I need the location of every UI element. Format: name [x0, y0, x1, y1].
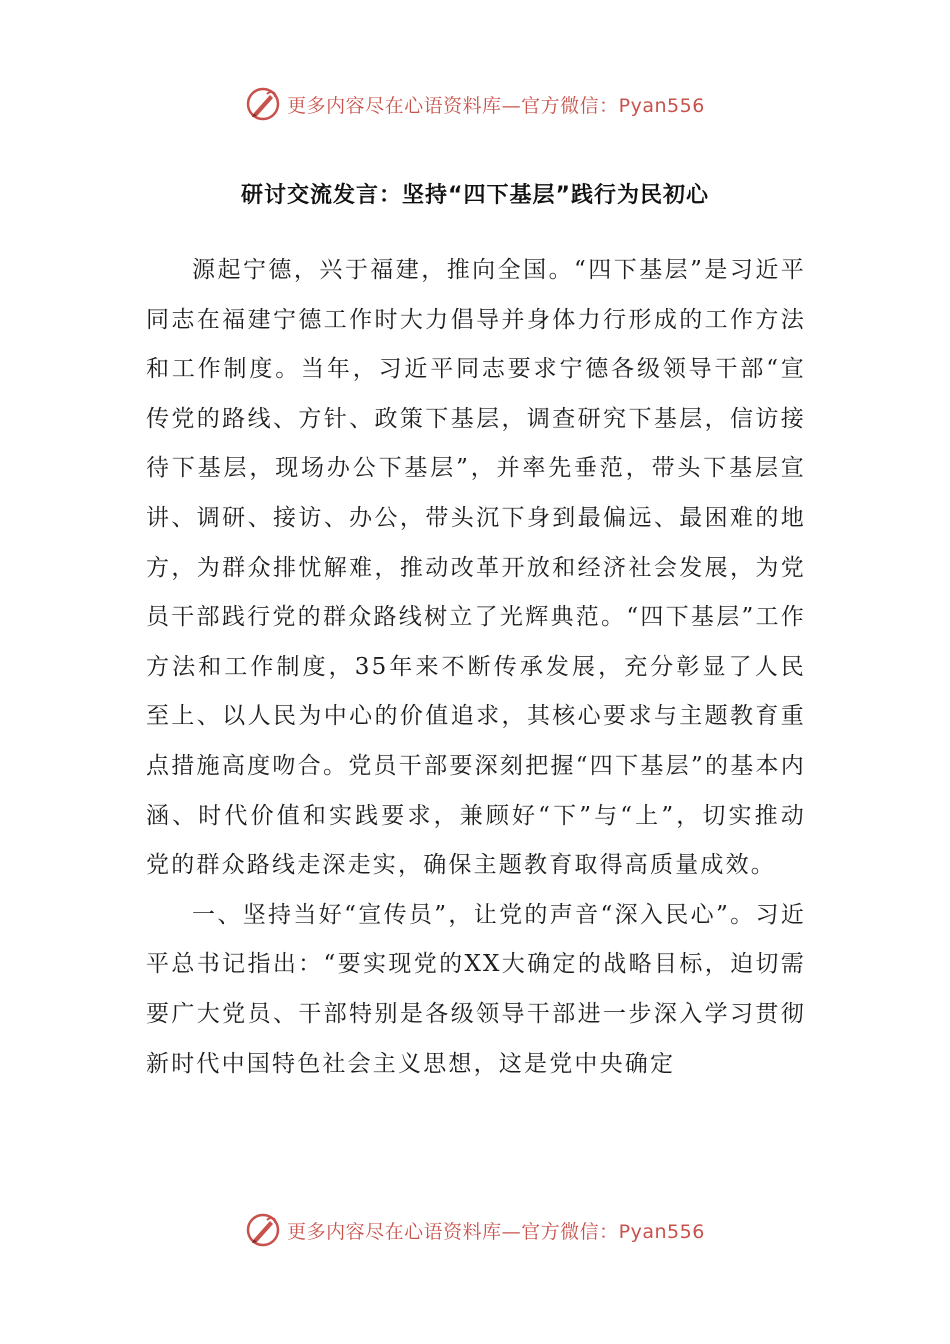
- pen-logo-icon: [245, 86, 281, 122]
- pen-logo-icon: [245, 1212, 281, 1248]
- wechat-id: Pyan556: [618, 94, 705, 117]
- wechat-id: Pyan556: [618, 1220, 705, 1243]
- watermark-text: 更多内容尽在心语资料库—官方微信：Pyan556: [287, 94, 705, 117]
- header-watermark-banner: [0, 84, 950, 124]
- paragraph-intro: 源起宁德，兴于福建，推向全国。“四下基层”是习近平同志在福建宁德工作时大力倡导并身体力行形成的工作方法和工作制度。当年，习近平同志要求宁德各级领导干部“宣传党的路线、方针、政策下基层，调查研究下基层，信访接待下基层，现场办公下基层”，并率先垂范，带头下基层宣讲、调研、接访、办公，带头沉下身到最偏远、最困难的地方，为群众排忧解难，推动改革开放和经济社会发展，为党员干部践行党的群众路线树立了光辉典范。“四下基层”工作方法和工作制度，35年来不断传承发展，充分彰显了人民至上、以人民为中心的价值追求，其核心要求与主题教育重点措施高度吻合。党员干部要深刻把握“四下基层”的基本内涵、时代价值和实践要求，兼顾好“下”与“上”，切实推动党的群众路线走深走实，确保主题教育取得高质量成效。: [146, 257, 806, 879]
- document-body: [146, 246, 806, 1089]
- watermark-text: 更多内容尽在心语资料库—官方微信：Pyan556: [287, 1220, 705, 1243]
- paragraph-section-one: 一、坚持当好“宣传员”，让党的声音“深入民心”。习近平总书记指出：“要实现党的XX大确定的战略目标，迫切需要广大党员、干部特别是各级领导干部进一步深入学习贯彻新时代中国特色社会主义思想，这是党中央确定: [146, 901, 806, 1077]
- footer-watermark-banner: [0, 1210, 950, 1250]
- document-title: 研讨交流发言：坚持“四下基层”践行为民初心: [241, 183, 709, 208]
